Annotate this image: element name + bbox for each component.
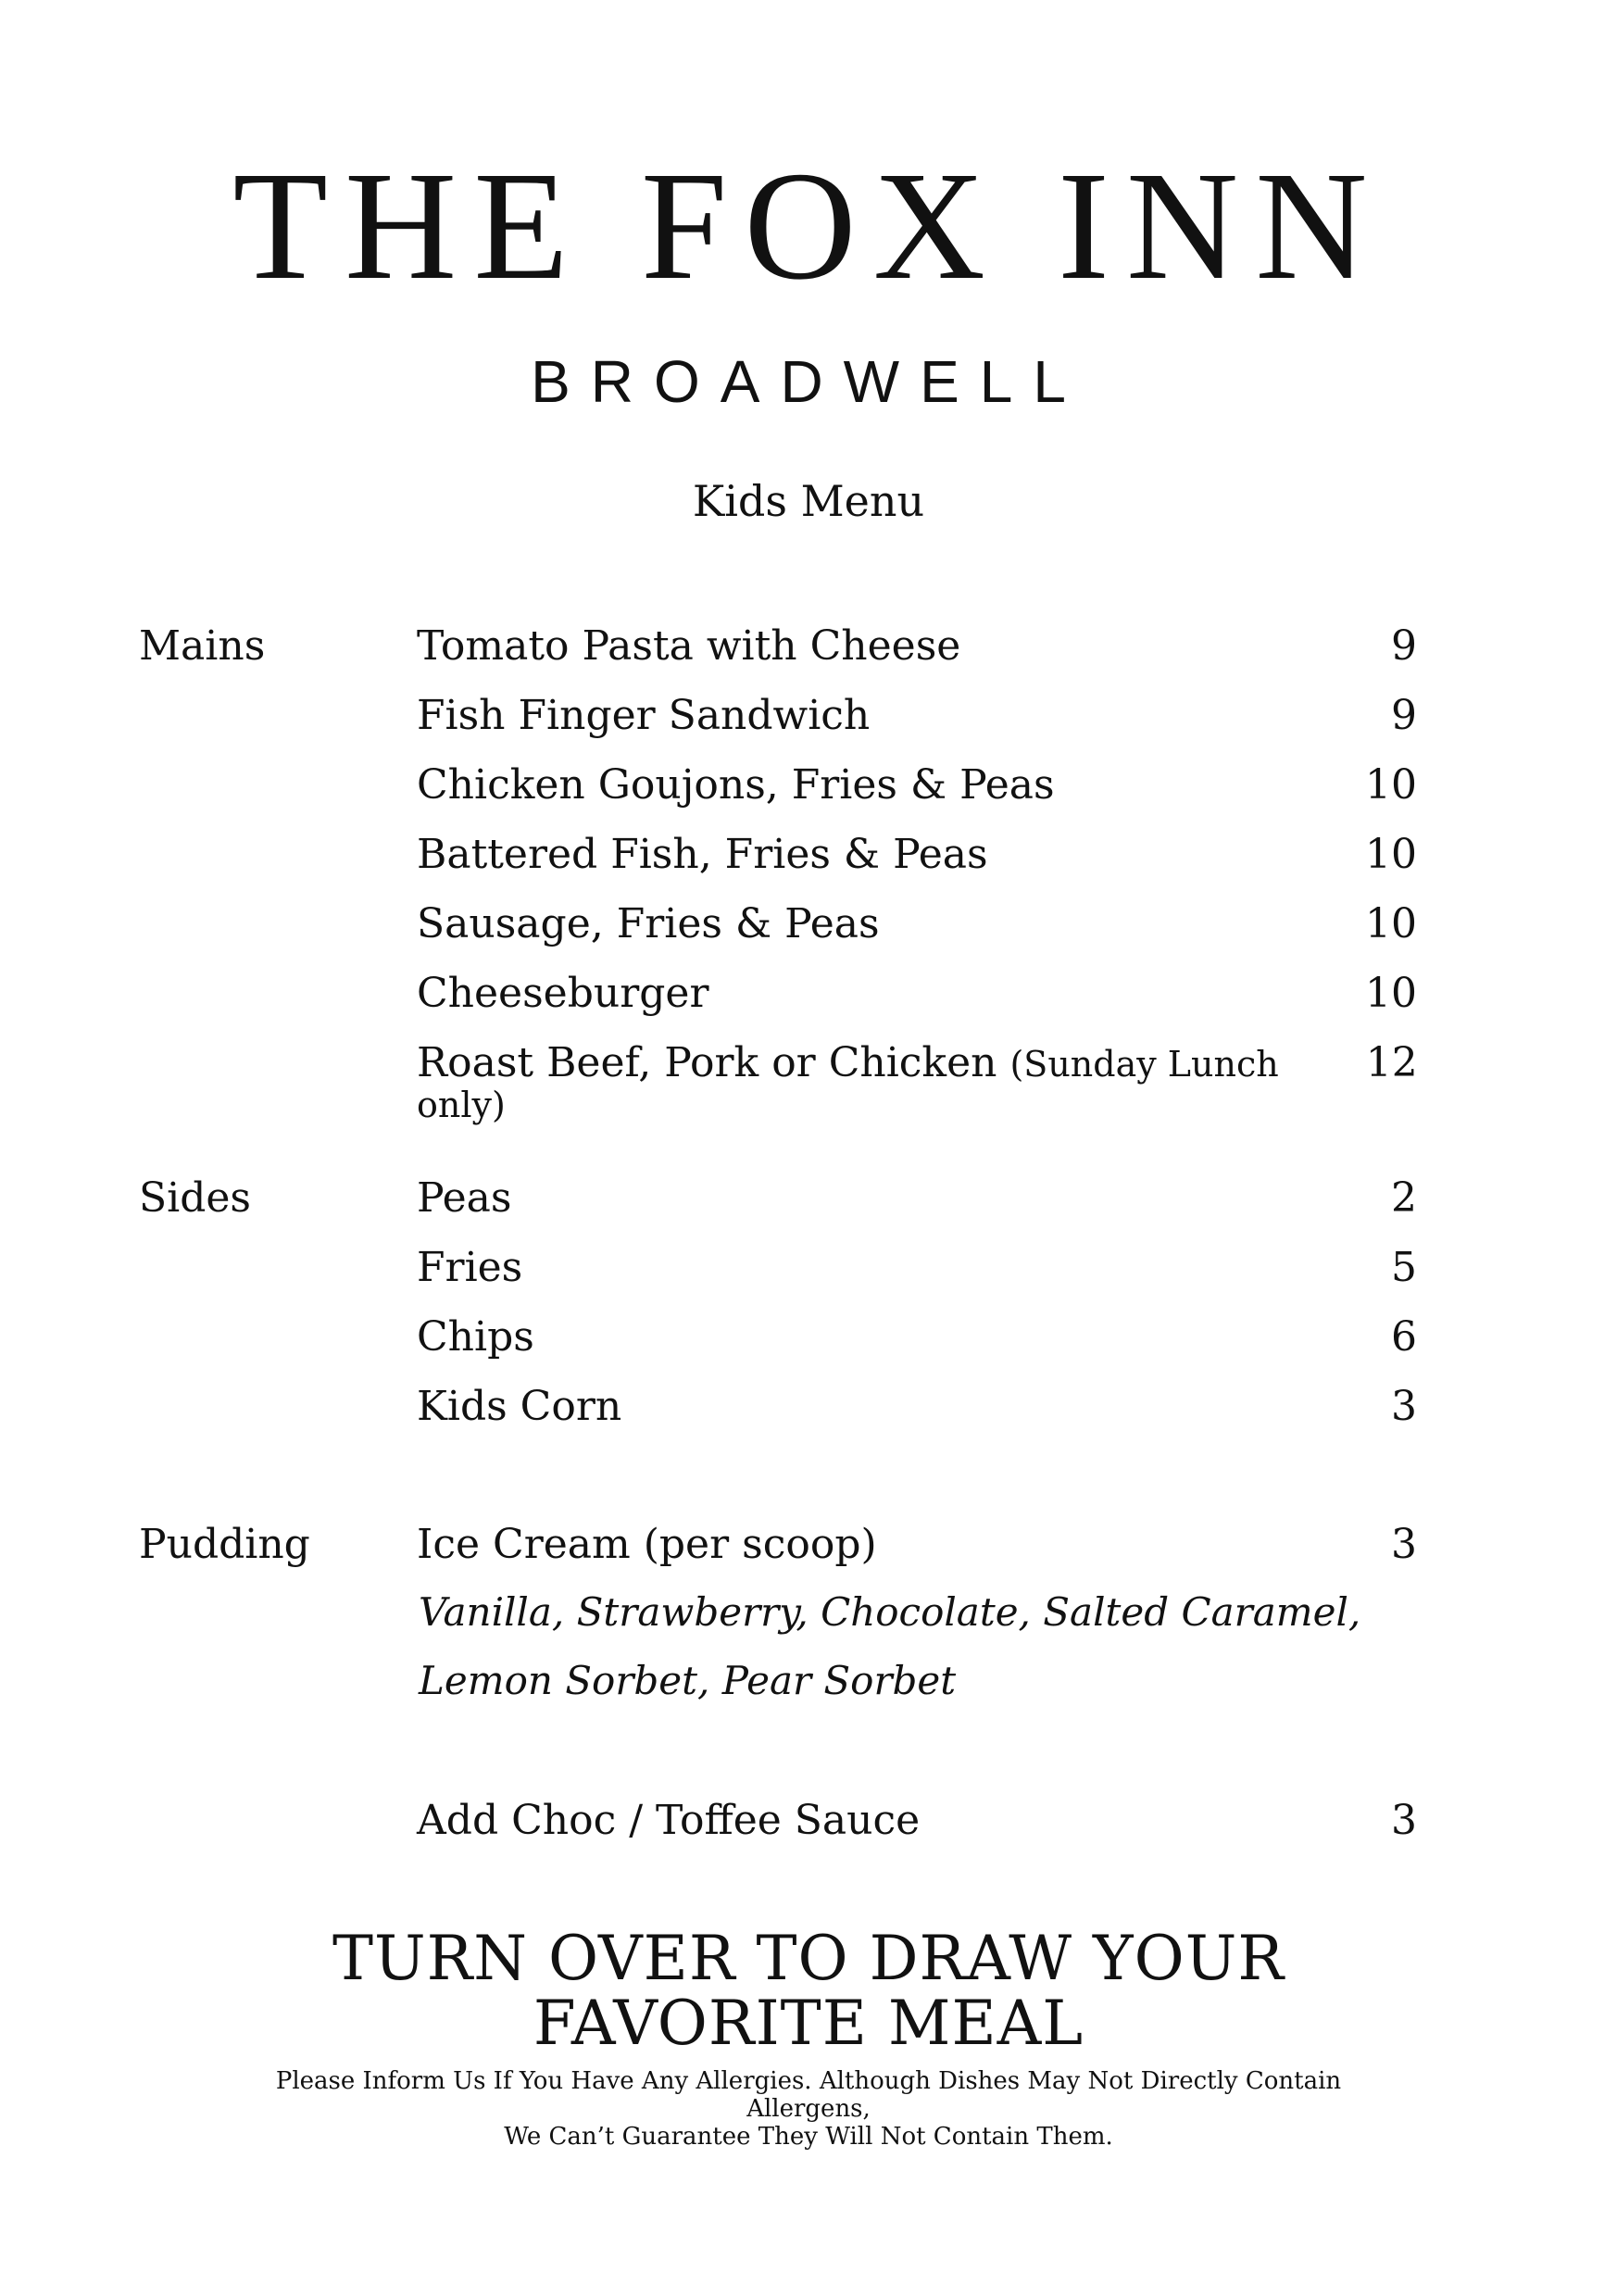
menu-item-price: 12 — [1365, 1039, 1418, 1086]
menu-item-name: Chips — [417, 1313, 534, 1361]
menu-item — [417, 1244, 1417, 1291]
menu-item-price: 10 — [1365, 761, 1417, 809]
cta-line: TURN OVER TO DRAW YOUR — [332, 1923, 1285, 1994]
menu-item-price: 9 — [1391, 692, 1417, 739]
menu-item-price: 2 — [1391, 1174, 1417, 1222]
menu-item-price: 10 — [1365, 831, 1417, 878]
ice-cream-flavours — [419, 1578, 1437, 1715]
menu-item-name: Roast Beef, Pork or Chicken — [417, 1039, 997, 1086]
allergy-line: Please Inform Us If You Have Any Allergies. Although Dishes May Not Directly Contain — [275, 2067, 1342, 2095]
menu-item-price: 5 — [1391, 1244, 1417, 1291]
menu-item-name: Peas — [417, 1174, 512, 1222]
menu-item-price: 6 — [1391, 1313, 1417, 1361]
menu-item — [417, 622, 1417, 670]
menu-item-note: (Sunday Lunch only) — [417, 1044, 1279, 1125]
menu-item — [417, 970, 1417, 1017]
flavours-line: Vanilla, Strawberry, Chocolate, Salted Caramel, — [419, 1589, 1361, 1635]
allergy-notice — [0, 2067, 1617, 2151]
allergy-line: We Can’t Guarantee They Will Not Contain Them. — [504, 2123, 1113, 2151]
flavours-line: Lemon Sorbet, Pear Sorbet — [419, 1658, 957, 1703]
cta-line: FAVORITE MEAL — [533, 1988, 1084, 2059]
menu-item-price: 10 — [1365, 900, 1417, 947]
menu-item — [417, 692, 1417, 739]
restaurant-location: BROADWELL — [531, 348, 1086, 415]
section-heading-pudding: Pudding — [139, 1521, 310, 1568]
menu-item-price: 9 — [1391, 622, 1417, 670]
menu-item — [417, 1313, 1417, 1361]
menu-item — [417, 1174, 1417, 1222]
menu-item-name: Tomato Pasta with Cheese — [417, 622, 961, 670]
menu-label: Kids Menu — [692, 476, 925, 526]
menu-item — [417, 1521, 1417, 1568]
draw-call-to-action — [0, 1923, 1617, 2059]
menu-item-price: 3 — [1391, 1797, 1417, 1844]
menu-item-name: Battered Fish, Fries & Peas — [417, 831, 988, 878]
menu-item — [417, 831, 1417, 878]
allergy-line: Allergens, — [746, 2095, 871, 2123]
menu-item-price: 3 — [1391, 1383, 1417, 1430]
section-heading-sides: Sides — [139, 1174, 251, 1222]
menu-item — [417, 900, 1417, 947]
restaurant-title: THE FOX INN — [232, 140, 1385, 312]
menu-item — [417, 761, 1417, 809]
menu-item-price: 10 — [1365, 970, 1417, 1017]
menu-item-name: Kids Corn — [417, 1383, 622, 1430]
menu-item-name: Sausage, Fries & Peas — [417, 900, 880, 947]
menu-item-name: Add Choc / Toffee Sauce — [417, 1797, 921, 1844]
menu-item-name: Fries — [417, 1244, 523, 1291]
menu-item-name: Ice Cream (per scoop) — [417, 1521, 877, 1568]
section-heading-mains: Mains — [139, 622, 266, 670]
menu-item-name: Cheeseburger — [417, 970, 709, 1017]
menu-item-name: Chicken Goujons, Fries & Peas — [417, 761, 1055, 809]
menu-item-name-with-note — [417, 1039, 1366, 1125]
menu-item — [417, 1383, 1417, 1430]
menu-item — [417, 1039, 1418, 1125]
menu-item-name: Fish Finger Sandwich — [417, 692, 871, 739]
menu-item — [417, 1797, 1417, 1844]
menu-item-price: 3 — [1391, 1521, 1417, 1568]
